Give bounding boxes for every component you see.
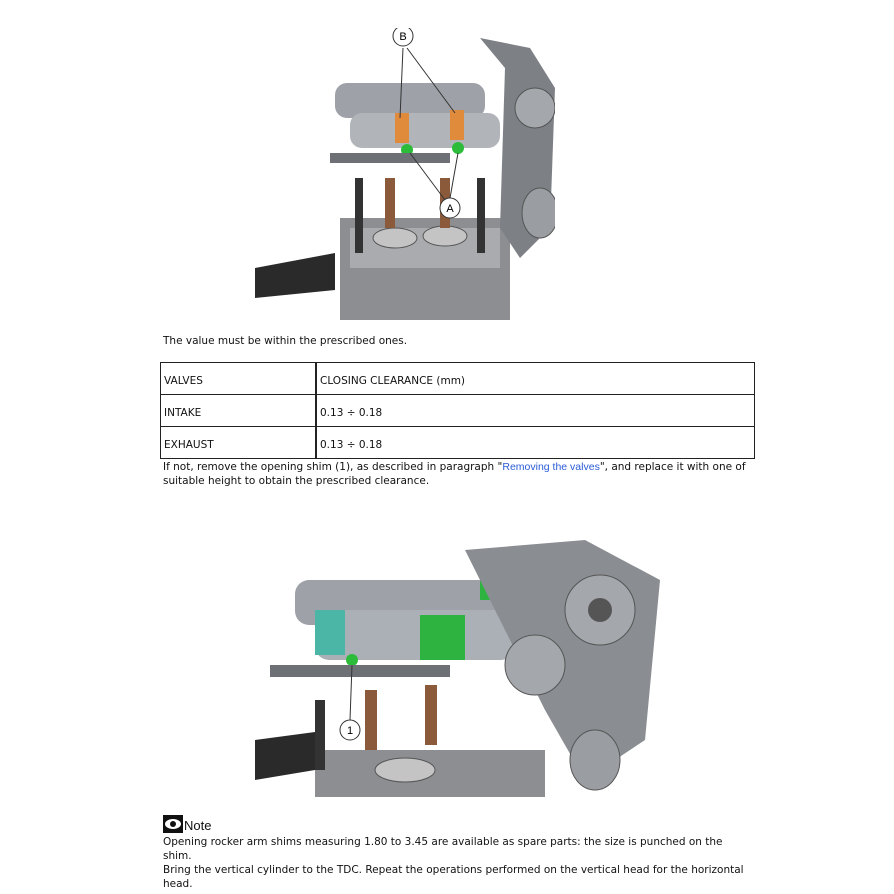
- intro-text: The value must be within the prescribed ones.: [163, 335, 408, 347]
- callout-b: B: [399, 31, 407, 43]
- instruction-part: If not, remove the opening shim (1), as described in paragraph ": [163, 461, 503, 473]
- clearance-cell: 0.13 ÷ 0.18: [316, 427, 755, 459]
- valve-cell: EXHAUST: [161, 427, 317, 459]
- note-text: Opening rocker arm shims measuring 1.80 to 3.45 are available as spare parts: the size is punched on the shim.: [163, 836, 723, 862]
- engine-valve-figure: [255, 28, 555, 320]
- header-clearance: CLOSING CLEARANCE (mm): [316, 363, 755, 395]
- note-label: Note: [184, 818, 212, 833]
- clearance-table: [160, 362, 755, 459]
- valve-cell: INTAKE: [161, 395, 317, 427]
- engine-shim-figure: [255, 510, 660, 797]
- clearance-cell: 0.13 ÷ 0.18: [316, 395, 755, 427]
- callout-1: 1: [346, 725, 354, 737]
- table-header-row: [161, 363, 755, 395]
- instruction-part: ", and replace it with one of suitable height to obtain the prescribed clearance.: [163, 461, 746, 487]
- removing-valves-link[interactable]: Removing the valves: [502, 461, 600, 473]
- header-valves: VALVES: [161, 363, 317, 395]
- note-heading: [163, 815, 211, 833]
- instruction-text: [163, 460, 753, 488]
- table-row: [161, 427, 755, 459]
- table-row: [161, 395, 755, 427]
- final-text: Bring the vertical cylinder to the TDC. Repeat the operations performed on the vertical head for the horizontal head.: [163, 864, 744, 890]
- eye-icon: [163, 815, 183, 833]
- callout-a: A: [446, 203, 454, 215]
